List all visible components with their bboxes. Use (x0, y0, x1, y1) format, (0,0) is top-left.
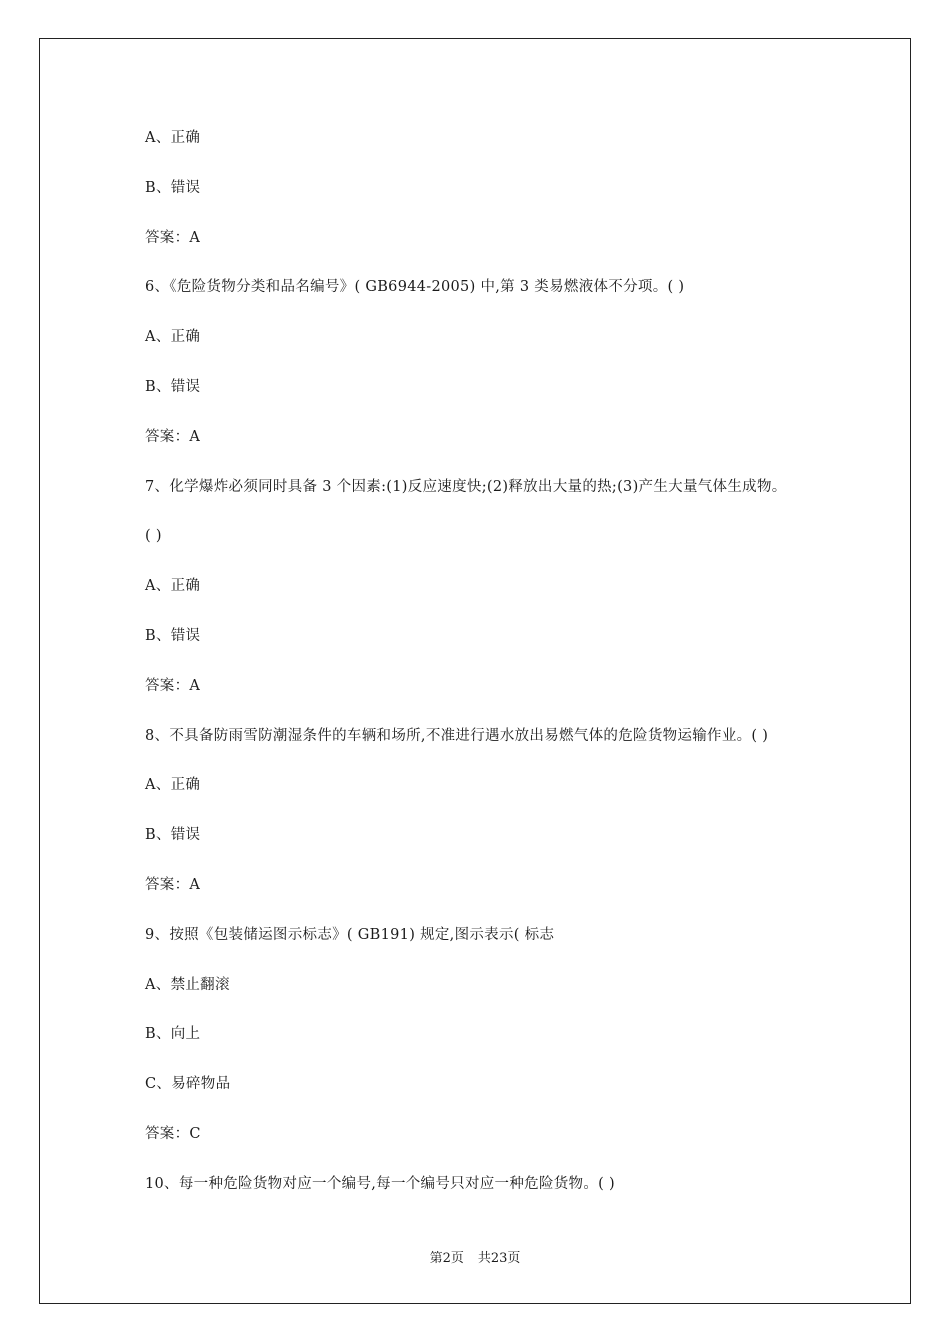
text-line: A、正确 (145, 329, 201, 346)
answer-line: 答案：C (145, 1125, 201, 1142)
text-line: B、错误 (145, 627, 201, 644)
answer-line: 答案：A (145, 229, 201, 246)
text-line: A、正确 (145, 777, 201, 794)
page-total: 共23页 (477, 1251, 521, 1266)
answer-line: 答案：A (145, 677, 201, 694)
text-line: A、禁止翻滚 (145, 976, 230, 993)
question-9: 9、按照《包装储运图示标志》( GB191) 规定,图示表示( 标志 (145, 926, 555, 943)
question-6: 6、《危险货物分类和品名编号》( GB6944-2005) 中,第 3 类易燃液体不分项。( ) (145, 279, 685, 296)
question-7: 7、化学爆炸必须同时具备 3 个因素:(1)反应速度快;(2)释放出大量的热;(3)产生大量气体生成物。 (145, 478, 787, 495)
question-10: 10、每一种危险货物对应一个编号,每一个编号只对应一种危险货物。( ) (145, 1175, 615, 1192)
page-footer (0, 1247, 950, 1266)
answer-line: 答案：A (145, 876, 201, 893)
question-8: 8、不具备防雨雪防潮湿条件的车辆和场所,不准进行遇水放出易燃气体的危险货物运输作业。( ) (145, 727, 769, 744)
text-line: B、错误 (145, 827, 201, 844)
text-line: A、正确 (145, 578, 201, 595)
text-line: B、错误 (145, 179, 201, 196)
answer-line: 答案：A (145, 428, 201, 445)
text-line: B、错误 (145, 378, 201, 395)
text-line: A、正确 (145, 130, 201, 146)
document-body (145, 127, 865, 1223)
page-number: 第2页 (429, 1251, 464, 1266)
text-line: B、向上 (145, 1026, 201, 1043)
question-7-continued: ( ) (145, 528, 162, 545)
text-line: C、易碎物品 (145, 1076, 231, 1093)
